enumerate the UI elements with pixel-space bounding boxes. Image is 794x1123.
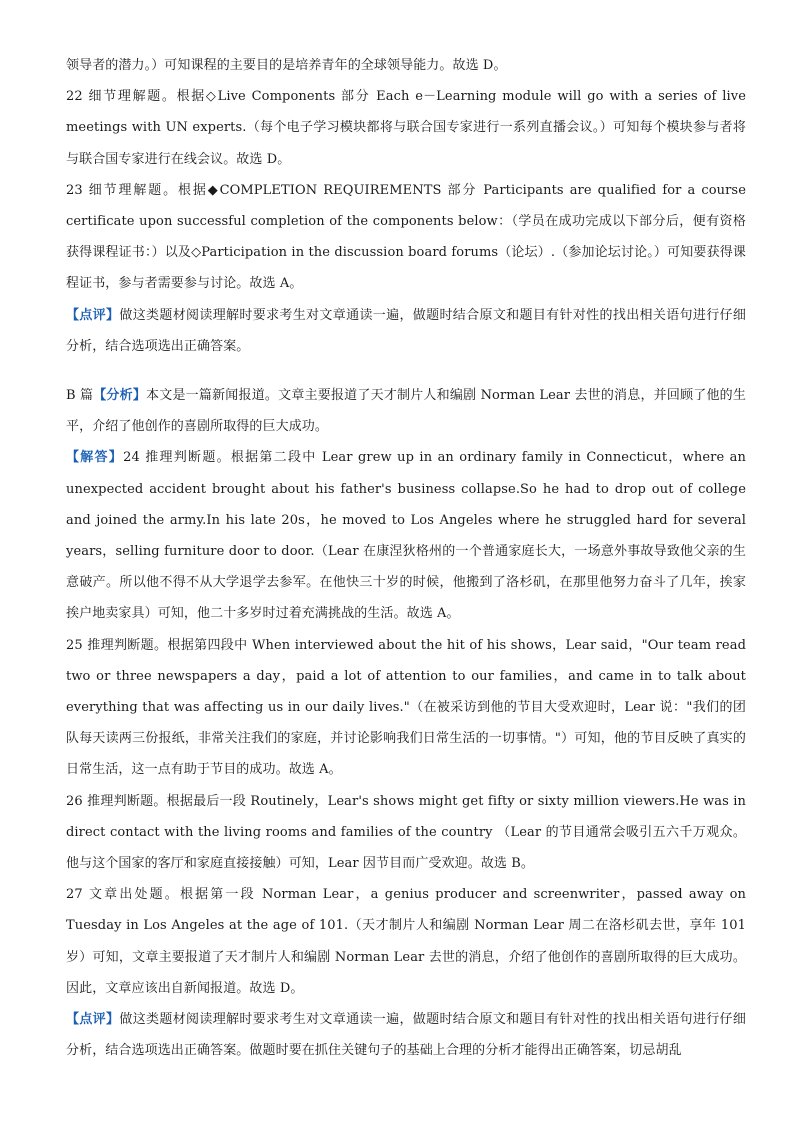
- paragraph-q26: [66, 786, 746, 880]
- paragraph-comment-a: [66, 300, 746, 362]
- paragraph-q27: [66, 879, 746, 1004]
- paragraph-q21-end: [66, 50, 746, 81]
- paragraph-text: 26 推理判断题。根据最后一段 Routinely，Lear's shows might get fifty or sixty million viewers.He was in direct contact with the living rooms and families of the country （Lear 的节目通常会吸引五六千万观众。他与这个国家的客厅和家庭直接接触）可知，Lear 因节目而广受欢迎。故选 B。: [66, 793, 746, 872]
- paragraph-q25: [66, 630, 746, 786]
- paragraph-text: 做这类题材阅读理解时要求考生对文章通读一遍，做题时结合原文和题目有针对性的找出相关语句进行仔细分析，结合选项选出正确答案。做题时要在抓住关键句子的基础上合理的分析才能得出正确答案，切忌胡乱: [66, 1012, 746, 1059]
- paragraph-text: 25 推理判断题。根据第四段中 When interviewed about the hit of his shows，Lear said，"Our team read two or three newspapers a day，paid a lot of attention to our families，and came in to talk about everything that was affecting us in our daily lives."（在被采访到他的节目大受欢迎时，Lear 说："我们的团队每天读两三份报纸，非常关注我们的家庭，并讨论影响我们日常生活的一切事情。"）可知，他的节目反映了真实的日常生活，这一点有助于节目的成功。故选 A。: [66, 637, 746, 778]
- paragraph-q22: [66, 81, 746, 175]
- section-gap: [66, 362, 746, 380]
- section-prefix: B 篇: [66, 388, 94, 404]
- comment-label: 【点评】: [66, 1012, 120, 1028]
- paragraph-text: 22 细节理解题。根据◇Live Components 部分 Each e－Learning module will go with a series of live meetings with UN experts.（每个电子学习模块都将与联合国专家进行一系列直播会议。）可知每个模块参与者将与联合国专家进行在线会议。故选 D。: [66, 89, 746, 167]
- paragraph-q23: [66, 175, 746, 300]
- analysis-label: 【分析】: [93, 388, 147, 404]
- document-page: [66, 50, 746, 1067]
- paragraph-text: 24 推理判断题。根据第二段中 Lear grew up in an ordinary family in Connecticut，where an unexpected accident brought about his father's business collapse.So he had to drop out of college and joined the army.In his late 20s，he moved to Los Angeles where he struggled hard for several years，selling furniture door to door.（Lear 在康涅狄格州的一个普通家庭长大，一场意外事故导致他父亲的生意破产。所以他不得不从大学退学去参军。在他快三十岁的时候，他搬到了洛杉矶，在那里他努力奋斗了几年，挨家挨户地卖家具）可知，他二十多岁时过着充满挑战的生活。故选 A。: [66, 450, 747, 622]
- paragraph-text: 做这类题材阅读理解时要求考生对文章通读一遍，做题时结合原文和题目有针对性的找出相关语句进行仔细分析，结合选项选出正确答案。: [66, 307, 746, 354]
- comment-label: 【点评】: [66, 307, 120, 323]
- answer-label: 【解答】: [66, 450, 124, 466]
- paragraph-text: 23 细节理解题。根据◆COMPLETION REQUIREMENTS 部分 Participants are qualified for a course certificate upon successful completion of the components below：（学员在成功完成以下部分后，便有资格获得课程证书：）以及◇Participation in the discussion board forums（论坛）.（参加论坛讨论。）可知要获得课程证书，参与者需要参与讨论。故选 A。: [66, 182, 746, 292]
- paragraph-analysis-b: [66, 380, 746, 442]
- paragraph-comment-b: [66, 1004, 746, 1066]
- paragraph-text: 领导者的潜力。）可知课程的主要目的是培养青年的全球领导能力。故选 D。: [66, 58, 507, 73]
- paragraph-text: 本文是一篇新闻报道。文章主要报道了天才制片人和编剧 Norman Lear 去世的消息，并回顾了他的生平，介绍了他创作的喜剧所取得的巨大成功。: [66, 388, 746, 435]
- paragraph-q24: [66, 442, 746, 629]
- paragraph-text: 27 文章出处题。根据第一段 Norman Lear，a genius producer and screenwriter，passed away on Tuesday in Los Angeles at the age of 101.（天才制片人和编剧 Norman Lear 周二在洛杉矶去世，享年 101 岁）可知，文章主要报道了天才制片人和编剧 Norman Lear 去世的消息，介绍了他创作的喜剧所取得的巨大成功。因此，文章应该出自新闻报道。故选 D。: [66, 887, 746, 996]
